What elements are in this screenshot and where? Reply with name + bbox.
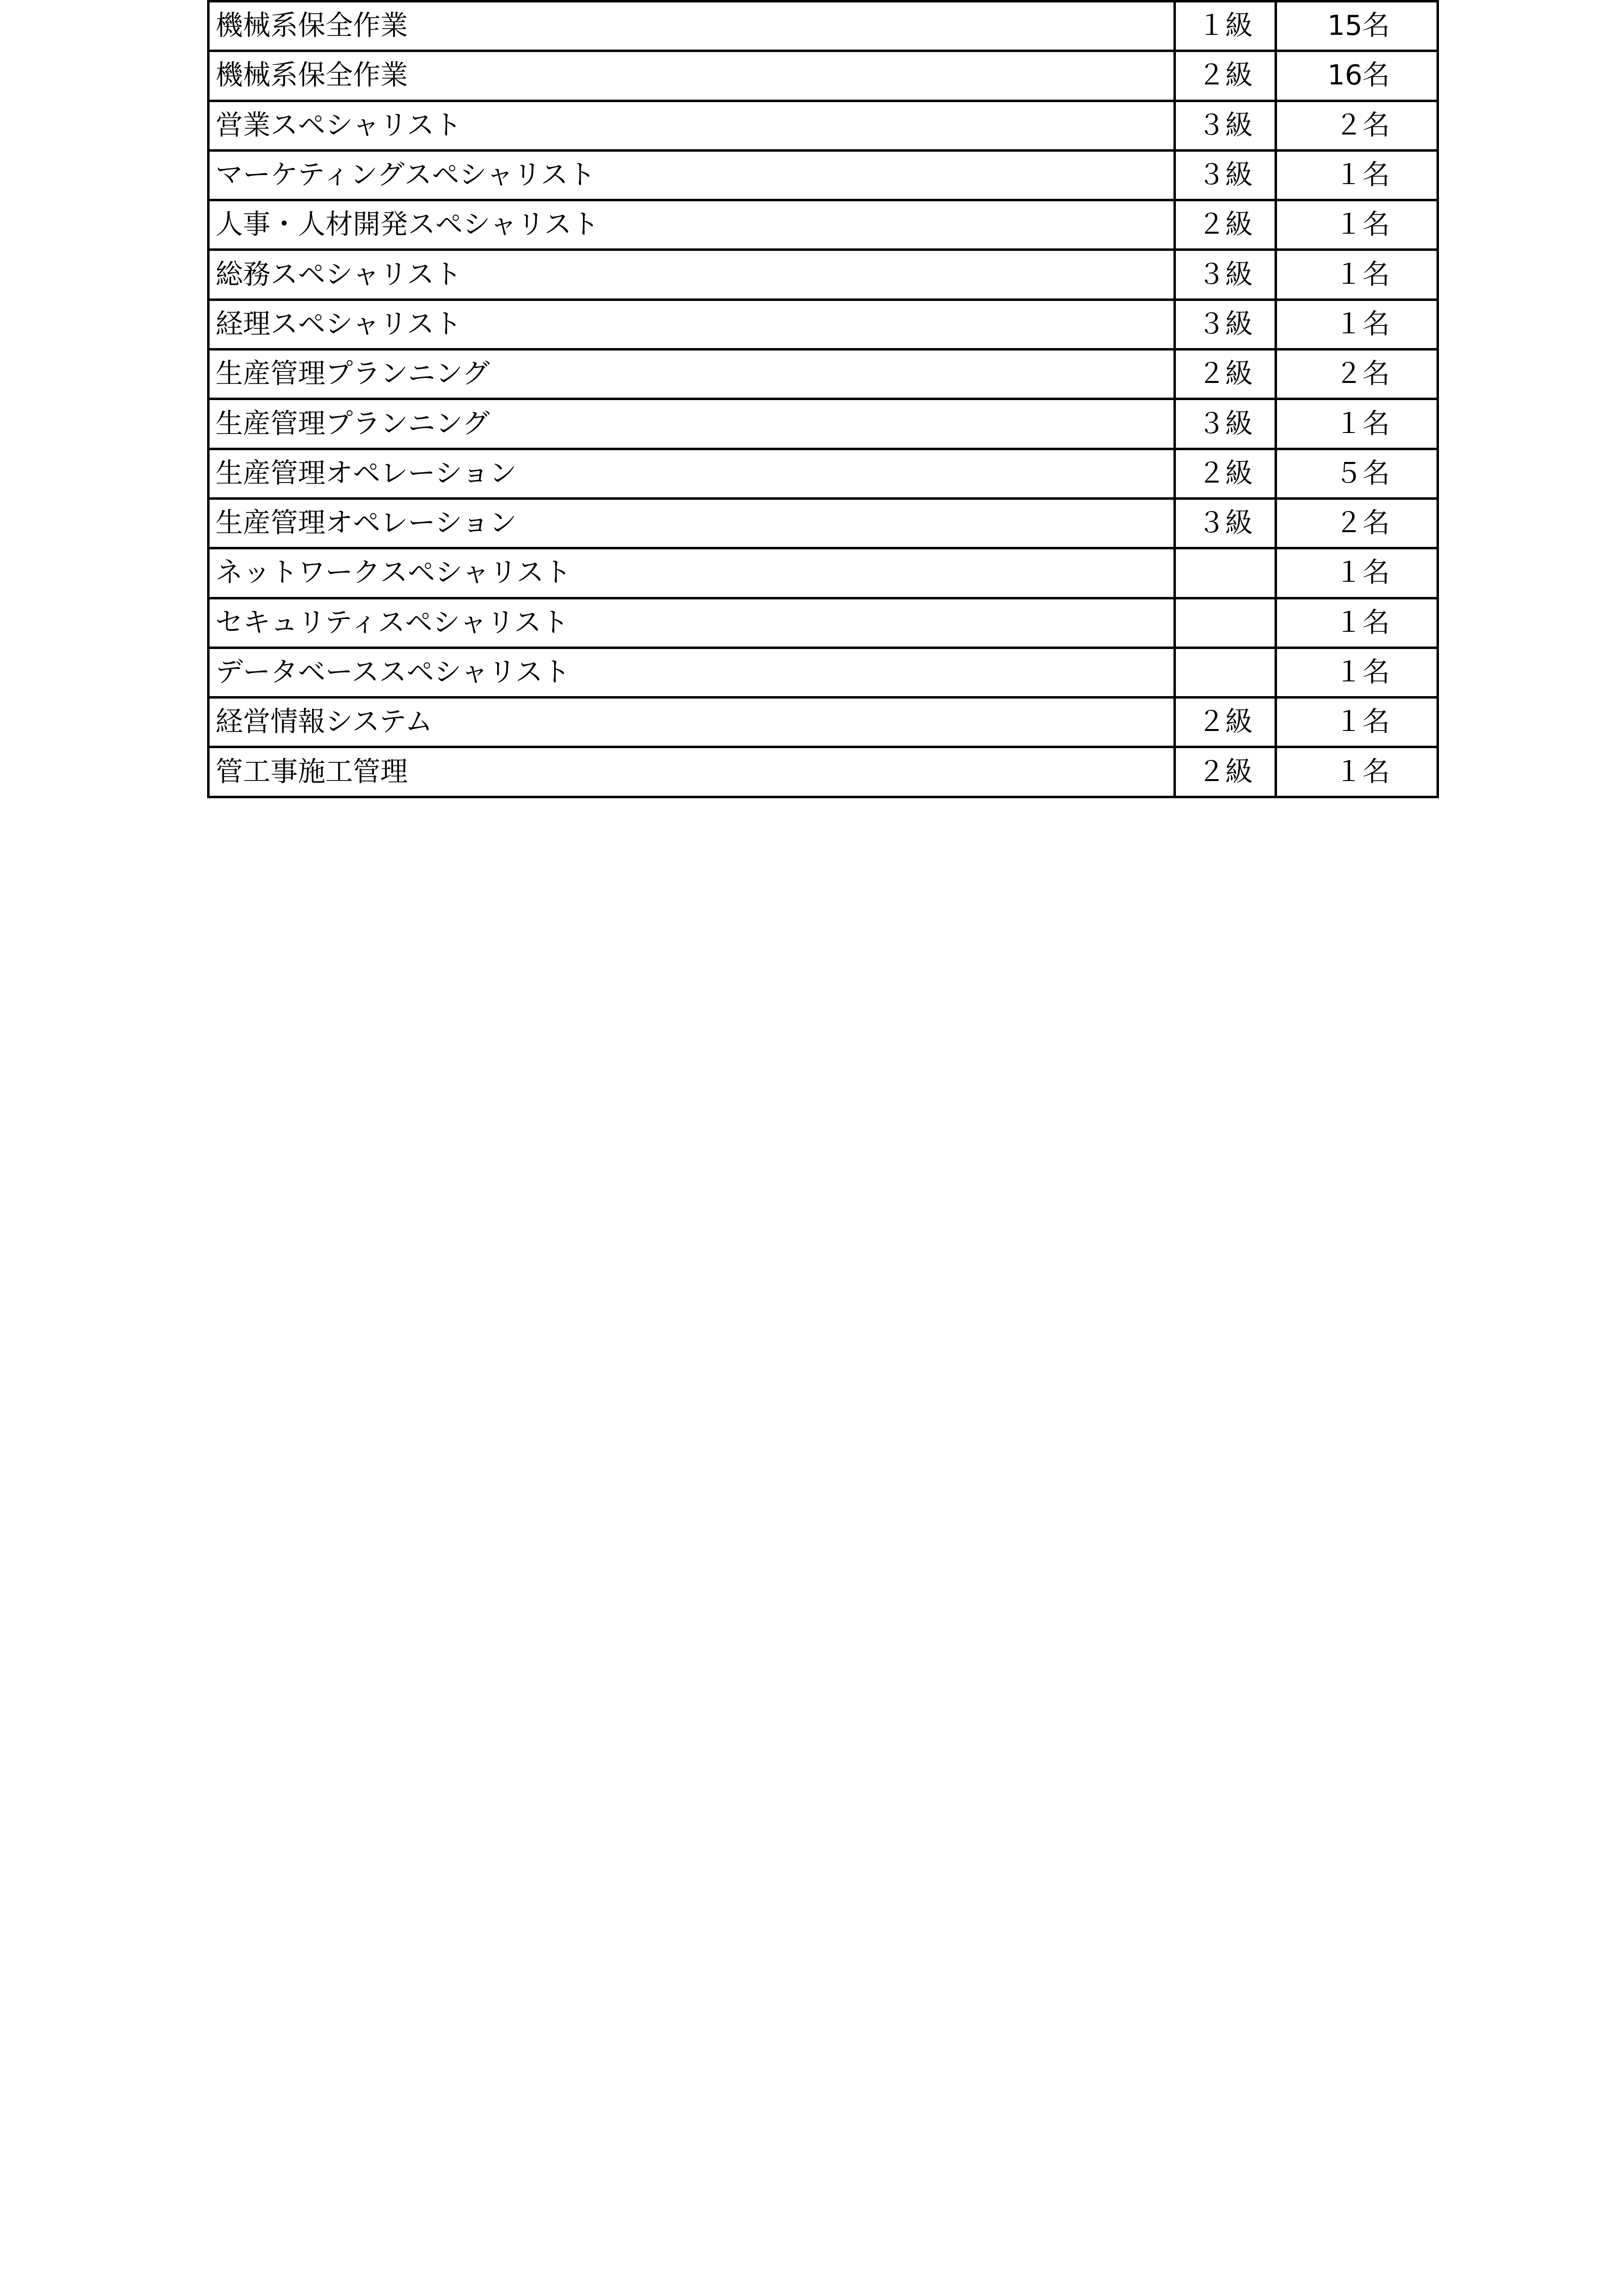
table-row <box>209 1 1438 51</box>
qualification-grade: ２級 <box>1175 747 1276 797</box>
holder-count: ２名 <box>1276 350 1438 399</box>
holder-count: １名 <box>1276 399 1438 449</box>
qualification-grade: １級 <box>1175 1 1276 51</box>
qualification-table <box>207 0 1439 798</box>
qualification-grade: ２級 <box>1175 200 1276 250</box>
table-row <box>209 449 1438 498</box>
qualification-name: 生産管理プランニング <box>209 399 1175 449</box>
qualification-name: 生産管理オペレーション <box>209 498 1175 548</box>
qualification-grade: ３級 <box>1175 150 1276 200</box>
qualification-grade <box>1175 548 1276 598</box>
qualification-name: セキュリティスペシャリスト <box>209 598 1175 648</box>
qualification-name: 生産管理オペレーション <box>209 449 1175 498</box>
holder-count: １名 <box>1276 200 1438 250</box>
table-row <box>209 101 1438 150</box>
qualification-name: 総務スペシャリスト <box>209 250 1175 299</box>
qualification-name: 経営情報システム <box>209 698 1175 747</box>
holder-count: １名 <box>1276 698 1438 747</box>
table-row <box>209 698 1438 747</box>
holder-count: １名 <box>1276 747 1438 797</box>
table-row <box>209 498 1438 548</box>
qualification-name: 人事・人材開発スペシャリスト <box>209 200 1175 250</box>
qualification-name: 営業スペシャリスト <box>209 101 1175 150</box>
holder-count: 16名 <box>1276 51 1438 101</box>
qualification-grade <box>1175 598 1276 648</box>
qualification-grade: ３級 <box>1175 399 1276 449</box>
holder-count: ５名 <box>1276 449 1438 498</box>
table-row <box>209 747 1438 797</box>
holder-count: １名 <box>1276 250 1438 299</box>
table-row <box>209 350 1438 399</box>
qualification-name: 生産管理プランニング <box>209 350 1175 399</box>
qualification-grade: ２級 <box>1175 350 1276 399</box>
table-row <box>209 51 1438 101</box>
table-row <box>209 150 1438 200</box>
qualification-grade: ３級 <box>1175 299 1276 349</box>
table-row <box>209 598 1438 648</box>
table-row <box>209 399 1438 449</box>
table-row <box>209 299 1438 349</box>
qualification-name: 管工事施工管理 <box>209 747 1175 797</box>
qualification-name: 経理スペシャリスト <box>209 299 1175 349</box>
holder-count: ２名 <box>1276 498 1438 548</box>
qualification-grade: ２級 <box>1175 51 1276 101</box>
qualification-grade: ２級 <box>1175 449 1276 498</box>
holder-count: １名 <box>1276 648 1438 697</box>
qualification-name: 機械系保全作業 <box>209 51 1175 101</box>
qualification-grade: ３級 <box>1175 101 1276 150</box>
table-row <box>209 548 1438 598</box>
holder-count: ２名 <box>1276 101 1438 150</box>
holder-count: １名 <box>1276 299 1438 349</box>
qualification-name: ネットワークスペシャリスト <box>209 548 1175 598</box>
table-row <box>209 250 1438 299</box>
holder-count: １名 <box>1276 598 1438 648</box>
qualification-grade: ２級 <box>1175 698 1276 747</box>
qualification-name: 機械系保全作業 <box>209 1 1175 51</box>
table-row <box>209 648 1438 697</box>
table-row <box>209 200 1438 250</box>
qualification-grade <box>1175 648 1276 697</box>
holder-count: 15名 <box>1276 1 1438 51</box>
qualification-table-body <box>209 1 1438 797</box>
qualification-grade: ３級 <box>1175 250 1276 299</box>
qualification-name: マーケティングスペシャリスト <box>209 150 1175 200</box>
holder-count: １名 <box>1276 150 1438 200</box>
qualification-grade: ３級 <box>1175 498 1276 548</box>
holder-count: １名 <box>1276 548 1438 598</box>
qualification-name: データベーススペシャリスト <box>209 648 1175 697</box>
